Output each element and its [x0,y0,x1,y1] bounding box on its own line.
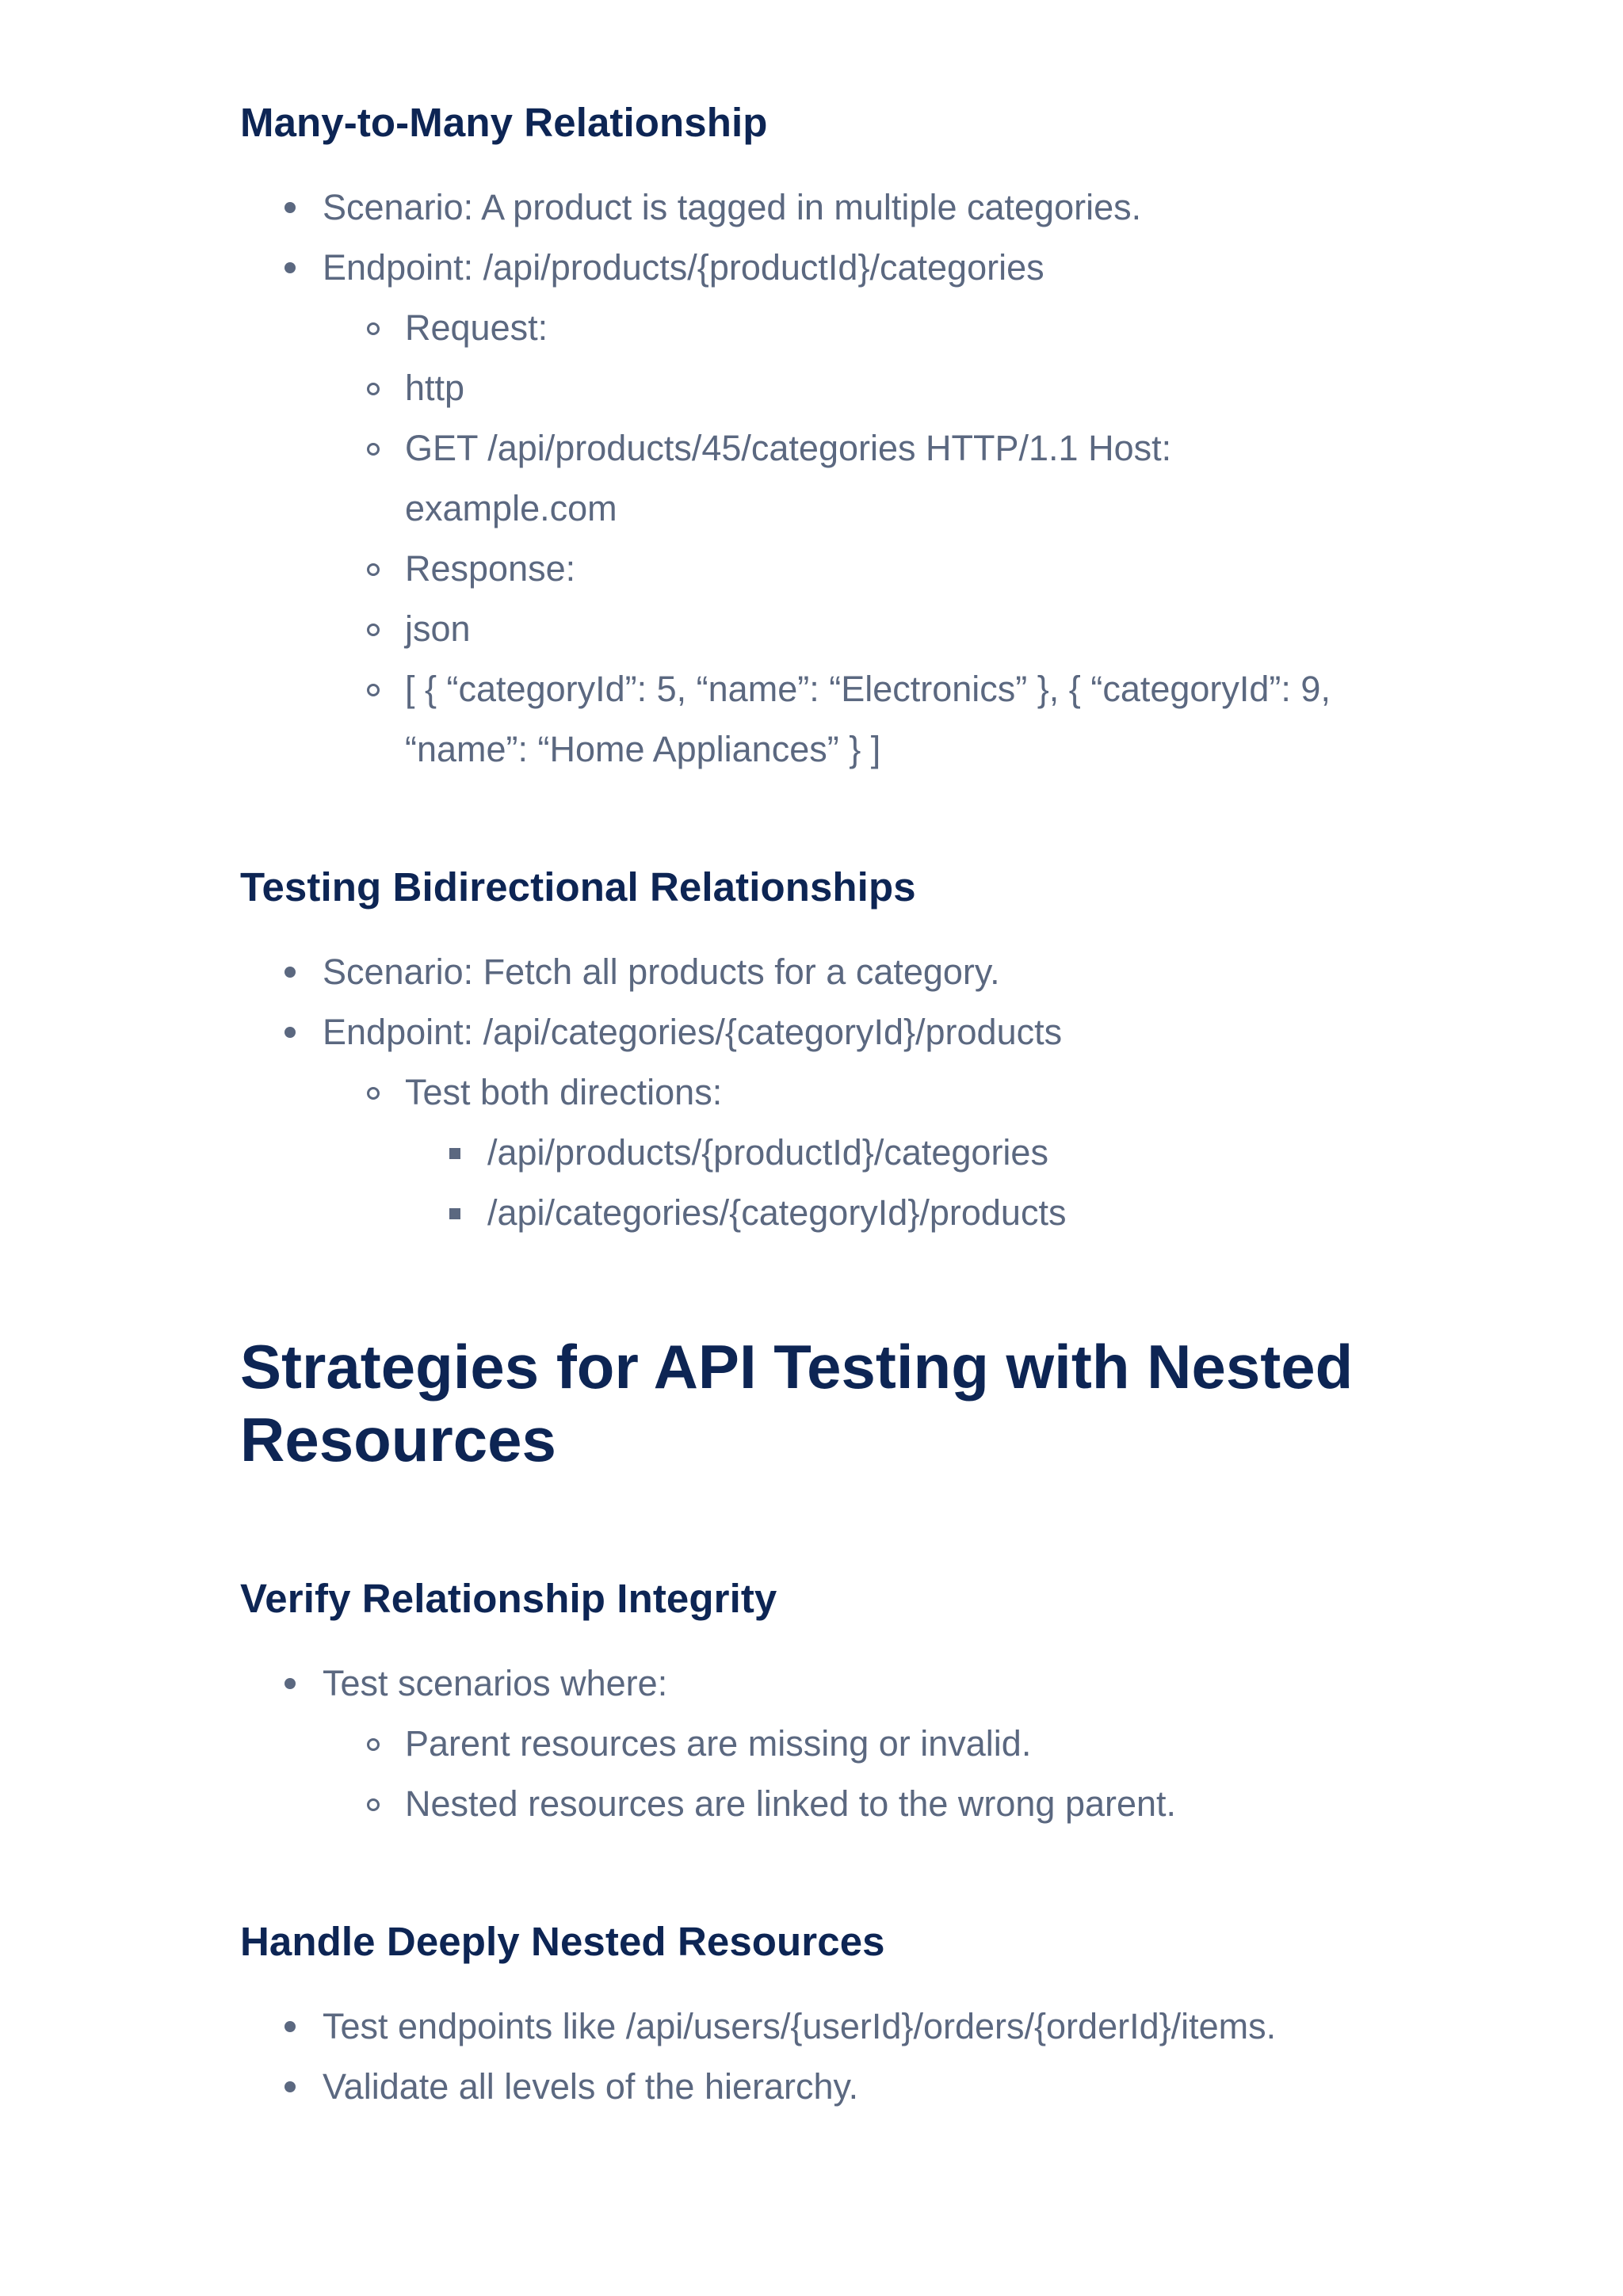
list-item-text: Endpoint: /api/products/{productId}/categories [323,247,1044,288]
list-item [323,1062,1445,1243]
bullet-disc-icon [285,2081,296,2092]
sublist-request-response [323,298,1445,780]
bullet-disc-icon [285,1678,296,1689]
list-item-text: Validate all levels of the hierarchy. [323,2066,859,2107]
bullet-disc-icon [285,967,296,978]
list-item [240,1653,1445,1834]
list-item [323,1714,1445,1774]
heading-bidirectional: Testing Bidirectional Relationships [240,864,916,910]
list-item-text: /api/categories/{categoryId}/products [487,1192,1067,1233]
heading-strategies: Strategies for API Testing with Nested Resources [240,1332,1354,1474]
bullet-circle-icon [367,1738,380,1751]
list-item-text: Scenario: Fetch all products for a category. [323,952,1000,992]
bullet-disc-icon [285,202,296,213]
list-item [323,298,1445,358]
bullet-circle-icon [367,443,380,456]
list-item [323,599,1445,659]
list-item-text: [ { “categoryId”: 5, “name”: “Electronics” }, { “categoryId”: 9, “name”: “Home Appliances” } ] [405,669,1331,769]
bullet-disc-icon [285,262,296,273]
list-item [323,659,1411,780]
list-item [240,2057,1445,2117]
bullet-circle-icon [367,1798,380,1811]
bullet-circle-icon [367,684,380,696]
list-item [240,1002,1445,1243]
bullet-disc-icon [285,1027,296,1038]
list-item-text: http [405,368,465,408]
list-item [323,1774,1445,1834]
heading-many-to-many: Many-to-Many Relationship [240,100,768,145]
list-item-text: Parent resources are missing or invalid. [405,1723,1032,1764]
list-integrity [240,1653,1445,1834]
list-item [405,1123,1445,1183]
list-deeply-nested [240,1997,1445,2117]
article [240,87,1445,2117]
bullet-circle-icon [367,624,380,636]
list-item-text: Test endpoints like /api/users/{userId}/orders/{orderId}/items. [323,2006,1277,2046]
bullet-square-icon [449,1208,460,1219]
sublist-directions [323,1062,1445,1243]
list-item-text: Request: [405,307,548,348]
list-item-text: Test scenarios where: [323,1663,668,1703]
heading-integrity: Verify Relationship Integrity [240,1576,777,1621]
bullet-circle-icon [367,563,380,576]
list-item [240,1997,1445,2057]
bullet-circle-icon [367,322,380,335]
list-item [240,238,1445,780]
list-item [240,177,1445,238]
bullet-circle-icon [367,1087,380,1100]
heading-deeply-nested: Handle Deeply Nested Resources [240,1919,885,1964]
list-bidirectional [240,942,1445,1243]
list-many-to-many [240,177,1445,780]
bullet-circle-icon [367,383,380,395]
list-item [240,942,1445,1002]
list-item-text: Scenario: A product is tagged in multiple categories. [323,187,1142,227]
list-item-text: Endpoint: /api/categories/{categoryId}/products [323,1012,1063,1052]
list-item [323,418,1261,539]
list-item-text: GET /api/products/45/categories HTTP/1.1 Host: example.com [405,428,1172,528]
subsublist-endpoints [405,1123,1445,1243]
list-item-text: json [405,608,471,649]
list-item [405,1183,1445,1243]
list-item-text: Test both directions: [405,1072,723,1112]
list-item-text: Nested resources are linked to the wrong parent. [405,1783,1177,1824]
list-item-text: /api/products/{productId}/categories [487,1132,1048,1173]
list-item [323,358,1445,418]
sublist-integrity [323,1714,1445,1834]
list-item [323,539,1445,599]
bullet-disc-icon [285,2021,296,2032]
bullet-square-icon [449,1148,460,1159]
list-item-text: Response: [405,548,576,589]
